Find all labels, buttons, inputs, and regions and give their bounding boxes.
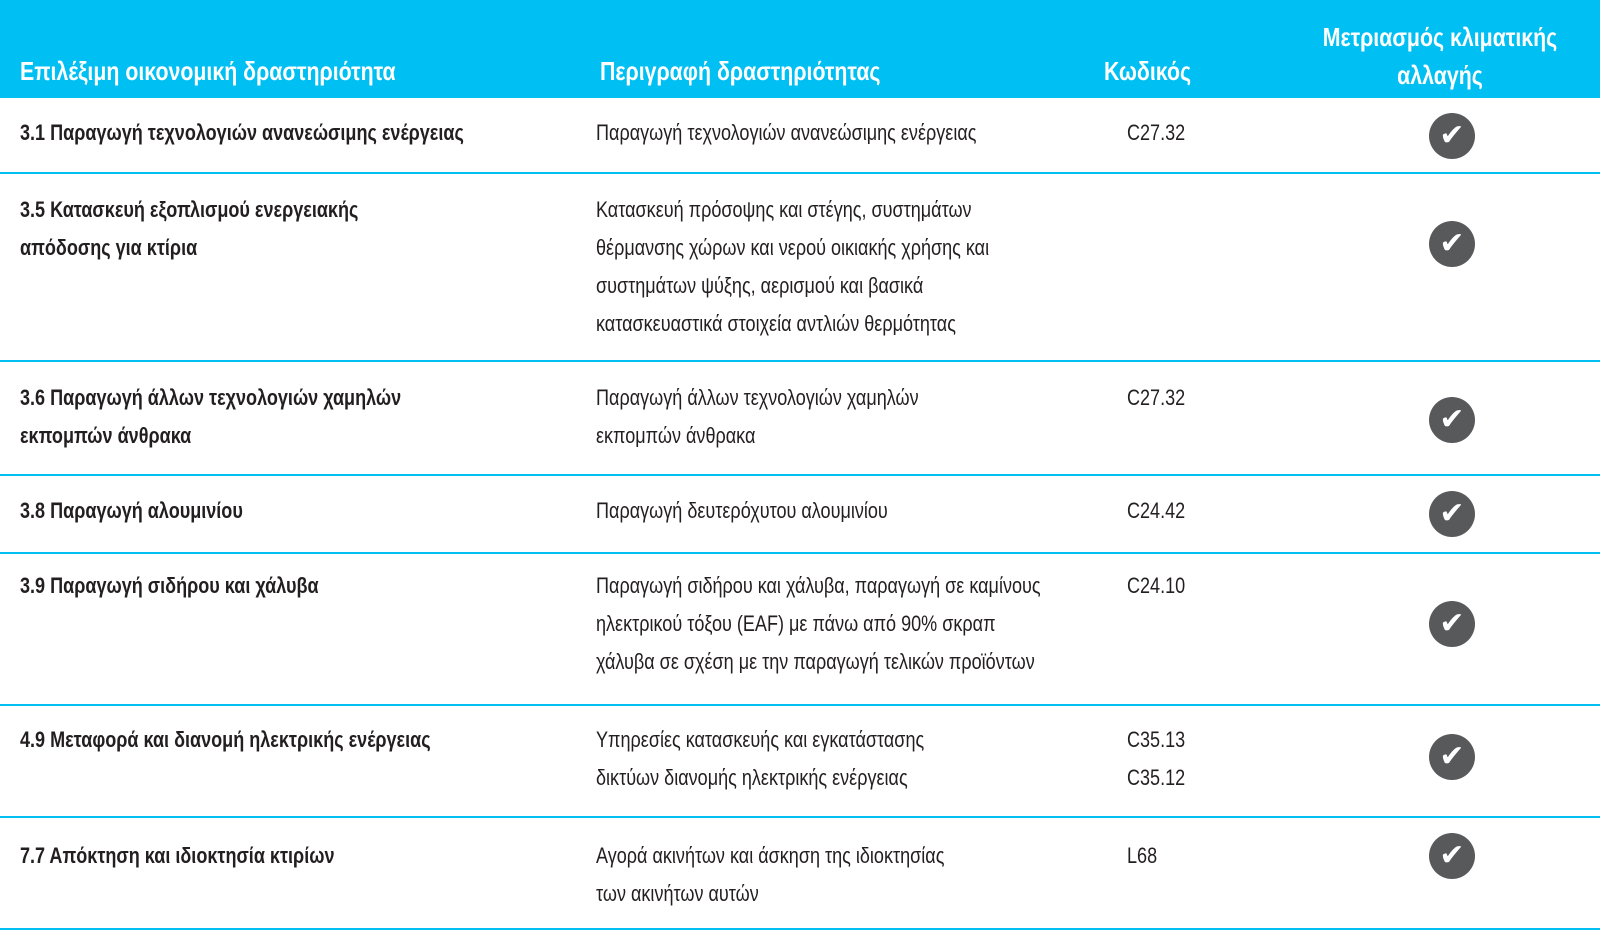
description-cell: [596, 837, 944, 913]
code-cell-line: C24.42: [1127, 498, 1186, 523]
code-cell: [1127, 567, 1185, 605]
activity-cell-line: 3.1 Παραγωγή τεχνολογιών ανανεώσιμης ενέργειας: [20, 120, 464, 145]
header-climate-mitigation: Μετριασμός κλιματικής αλλαγής: [1322, 22, 1558, 90]
activity-cell: [20, 837, 334, 875]
activity-cell: [20, 379, 401, 455]
description-cell-line: εκπομπών άνθρακα: [596, 423, 756, 448]
description-cell-line: Παραγωγή άλλων τεχνολογιών χαμηλών: [596, 385, 919, 410]
activity-cell: [20, 721, 431, 759]
code-cell-line: C27.32: [1127, 385, 1186, 410]
description-cell: [596, 492, 888, 530]
code-cell: [1127, 114, 1185, 152]
table-row: [0, 706, 1600, 818]
check-circle-icon: ✔: [1429, 221, 1475, 267]
code-cell-line: L68: [1127, 843, 1158, 868]
activity-cell: [20, 114, 464, 152]
header-code: Κωδικός: [1104, 56, 1192, 86]
activity-cell-line: 3.9 Παραγωγή σιδήρου και χάλυβα: [20, 573, 319, 598]
code-cell-line: C27.32: [1127, 120, 1186, 145]
activity-cell: [20, 492, 243, 530]
description-cell-line: Παραγωγή σιδήρου και χάλυβα, παραγωγή σε καμίνους: [596, 573, 1041, 598]
description-cell-line: των ακινήτων αυτών: [596, 881, 759, 906]
activity-cell-line: 4.9 Μεταφορά και διανομή ηλεκτρικής ενέργειας: [20, 727, 431, 752]
description-cell-line: χάλυβα σε σχέση με την παραγωγή τελικών προϊόντων: [596, 649, 1035, 674]
table-row: [0, 174, 1600, 362]
table-row: [0, 362, 1600, 476]
description-cell: [596, 379, 919, 455]
activity-cell-line: 7.7 Απόκτηση και ιδιοκτησία κτιρίων: [20, 843, 335, 868]
description-cell-line: συστημάτων ψύξης, αερισμού και βασικά: [596, 273, 924, 298]
table-body: [0, 98, 1600, 930]
table-row: [0, 818, 1600, 930]
description-cell-line: κατασκευαστικά στοιχεία αντλιών θερμότητας: [596, 311, 956, 336]
code-cell-line: C35.13: [1127, 727, 1186, 752]
description-cell: [596, 721, 924, 797]
code-cell: [1127, 721, 1185, 797]
activity-cell-line: απόδοσης για κτίρια: [20, 235, 198, 260]
description-cell-line: Παραγωγή δευτερόχυτου αλουμινίου: [596, 498, 888, 523]
table-row: [0, 98, 1600, 174]
table-row: [0, 554, 1600, 706]
header-description: Περιγραφή δραστηριότητας: [600, 56, 881, 86]
header-activity: Επιλέξιμη οικονομική δραστηριότητα: [20, 56, 396, 86]
check-circle-icon: ✔: [1429, 734, 1475, 780]
activity-cell-line: εκπομπών άνθρακα: [20, 423, 192, 448]
code-cell-line: C35.12: [1127, 765, 1186, 790]
check-circle-icon: ✔: [1429, 491, 1475, 537]
description-cell: [596, 567, 1041, 681]
check-circle-icon: ✔: [1429, 601, 1475, 647]
description-cell-line: δικτύων διανομής ηλεκτρικής ενέργειας: [596, 765, 908, 790]
check-circle-icon: ✔: [1429, 113, 1475, 159]
description-cell: [596, 114, 976, 152]
activity-cell: [20, 567, 319, 605]
description-cell-line: Παραγωγή τεχνολογιών ανανεώσιμης ενέργειας: [596, 120, 977, 145]
activity-cell-line: 3.8 Παραγωγή αλουμινίου: [20, 498, 243, 523]
check-circle-icon: ✔: [1429, 833, 1475, 879]
description-cell-line: θέρμανσης χώρων και νερού οικιακής χρήσης και: [596, 235, 990, 260]
table-header: [0, 0, 1600, 98]
code-cell-line: C24.10: [1127, 573, 1186, 598]
description-cell-line: Υπηρεσίες κατασκευής και εγκατάστασης: [596, 727, 925, 752]
description-cell-line: Αγορά ακινήτων και άσκηση της ιδιοκτησίας: [596, 843, 945, 868]
code-cell: [1127, 379, 1185, 417]
description-cell-line: ηλεκτρικού τόξου (EAF) με πάνω από 90% σκραπ: [596, 611, 996, 636]
activity-cell-line: 3.5 Κατασκευή εξοπλισμού ενεργειακής: [20, 197, 359, 222]
description-cell: [596, 191, 989, 343]
activity-cell: [20, 191, 358, 267]
code-cell: [1127, 837, 1157, 875]
table-row: [0, 476, 1600, 554]
code-cell: [1127, 492, 1185, 530]
check-circle-icon: ✔: [1429, 397, 1475, 443]
description-cell-line: Κατασκευή πρόσοψης και στέγης, συστημάτων: [596, 197, 972, 222]
activity-cell-line: 3.6 Παραγωγή άλλων τεχνολογιών χαμηλών: [20, 385, 402, 410]
